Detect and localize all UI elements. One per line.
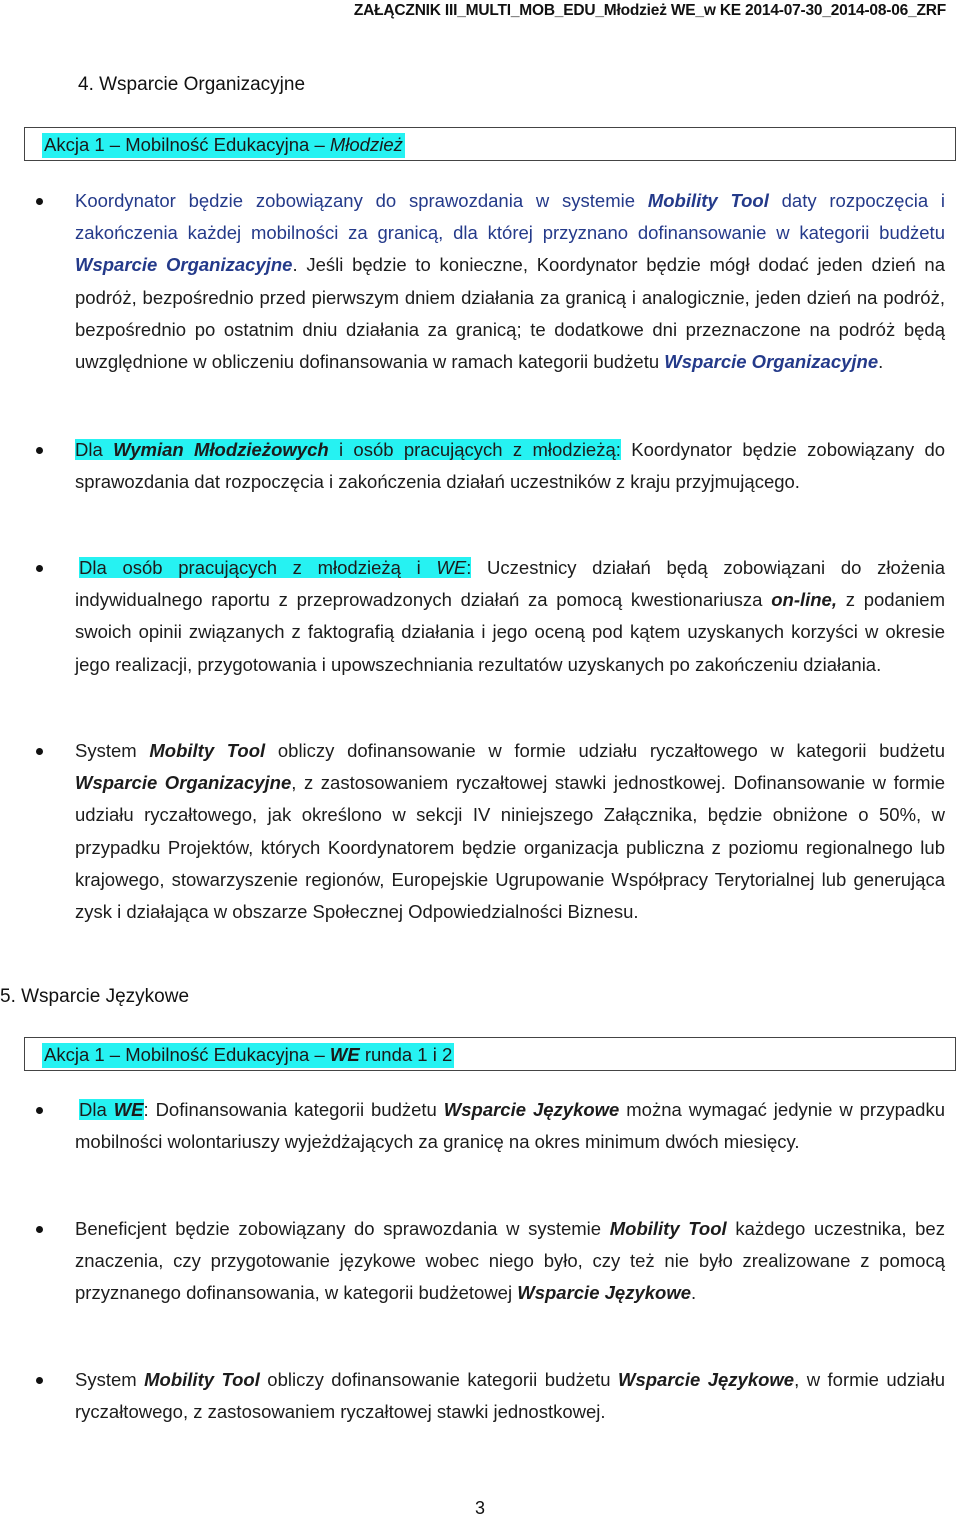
highlight-text: [79, 557, 471, 578]
bullet-icon: [36, 1377, 43, 1384]
text-run: Beneficjent będzie zobowiązany do sprawozdania w systemie: [75, 1218, 610, 1239]
text-run: System: [75, 1369, 145, 1390]
text-run: System: [75, 740, 150, 761]
list-item-s5-1: [75, 1094, 945, 1158]
text-run: : Dofinansowania kategorii budżetu: [143, 1099, 444, 1120]
bullet-icon: [36, 565, 43, 572]
emphasis-text: Mobilty Tool: [149, 740, 266, 761]
emphasis-text: Wsparcie Językowe: [618, 1369, 795, 1390]
text-run: Dla osób pracujących z młodzieżą i: [79, 557, 437, 578]
text-run: Koordynator będzie zobowiązany do sprawozdania dat rozpoczęcia i zakończenia działań uczestników z kraju przyjmującego.: [75, 439, 946, 493]
emphasis-text: on-line,: [771, 589, 837, 611]
emphasis-text: Mobility Tool: [144, 1369, 260, 1390]
emphasis-text: Wsparcie Organizacyjne: [75, 772, 292, 794]
action-label-italic: WE: [329, 1044, 360, 1065]
list-item-s5-2: [75, 1213, 945, 1310]
bullet-icon: [36, 198, 43, 205]
text-run: , w formie udziału ryczałtowego, z zastosowaniem ryczałtowej stawki jednostkowej.: [75, 1369, 945, 1423]
text-run: daty rozpoczęcia i zakończenia każdej mobilności za granicą, dla której przyznano dofinansowanie w kategorii budżetu: [75, 190, 946, 244]
text-run: każdego uczestnika, bez znaczenia, czy przygotowanie językowe wobec niego było, czy też nie było zrealizowane z pomocą przyznanego dofinansowania, w kategorii budżetowej: [75, 1218, 945, 1304]
action-label-italic: Młodzież: [329, 134, 403, 155]
emphasis-text: WE: [436, 557, 467, 578]
bullet-icon: [36, 447, 43, 454]
text-run: i osób pracujących z młodzieżą:: [328, 439, 621, 460]
emphasis-text: Wsparcie Językowe: [517, 1282, 692, 1304]
emphasis-text: Wsparcie Organizacyjne: [75, 254, 293, 276]
text-run: Koordynator będzie zobowiązany do sprawozdania w systemie: [75, 190, 648, 211]
action-label-text: Akcja 1 – Mobilność Edukacyjna –: [44, 134, 330, 155]
action-label-text: Akcja 1 – Mobilność Edukacyjna –: [44, 1044, 330, 1065]
document-header: ZAŁĄCZNIK III_MULTI_MOB_EDU_Młodzież WE_w KE 2014-07-30_2014-08-06_ZRF: [353, 2, 946, 19]
text-run: .: [878, 351, 884, 373]
action-label-text: runda 1 i 2: [359, 1044, 453, 1065]
text-run: , z zastosowaniem ryczałtowej stawki jednostkowej. Dofinansowanie w formie udziału ryczałtowego, jak określono w sekcji IV niniejszego Załącznika, będzie obniżone o 50%, w przypadku Projektów, których Koordynatorem będzie organizacja publiczna z poziomu regionalnego lub krajowego, stowarzyszenie regionów, Europejskie Ugrupowanie Współpracy Terytorialnej lub generująca zysk i działająca w obszarze Społecznej Odpowiedzialności Biznesu.: [75, 772, 945, 923]
text-run: Uczestnicy działań będą zobowiązani do złożenia indywidualnego raportu z przeprowadzonych działań za pomocą kwestionariusza: [75, 557, 946, 611]
text-run: obliczy dofinansowanie kategorii budżetu: [259, 1369, 618, 1390]
bullet-icon: [36, 1107, 43, 1114]
action-box-section-4: [24, 127, 956, 161]
emphasis-text: Mobility Tool: [647, 190, 769, 211]
action-box-section-5: [24, 1037, 956, 1071]
list-item-s4-1: [75, 185, 945, 378]
text-run: .: [691, 1282, 697, 1304]
text-run: Dla: [79, 1099, 114, 1120]
bullet-icon: [36, 748, 43, 755]
list-item-s4-2: [75, 434, 945, 498]
emphasis-text: Wymian Młodzieżowych: [113, 439, 329, 460]
text-run: :: [466, 557, 472, 578]
highlight-text: [75, 439, 621, 460]
emphasis-text: WE: [113, 1099, 144, 1120]
text-run: można wymagać jedynie w przypadku mobilności wolontariuszy wyjeżdżających za granicę na okres minimum dwóch miesięcy.: [75, 1099, 945, 1153]
action-label-section-4: [42, 133, 405, 158]
emphasis-text: Wsparcie Organizacyjne: [664, 351, 879, 373]
list-item-s4-3: [75, 552, 945, 681]
action-label-section-5: [42, 1043, 454, 1068]
emphasis-text: Wsparcie Językowe: [443, 1099, 620, 1120]
highlight-text: [79, 1099, 144, 1120]
text-run: . Jeśli będzie to konieczne, Koordynator będzie mógł dodać jeden dzień na podróż, bezpośrednio przed pierwszym dniem działania za granicą i analogicznie, jeden dzień na podróż, bezpośrednio po ostatnim dniu działania za granicą; te dodatkowe dni przeznaczone na podróż będą uwzględnione w obliczeniu dofinansowania w ramach kategorii budżetu: [75, 254, 945, 373]
page-number: 3: [474, 1498, 485, 1518]
text-run: obliczy dofinansowanie w formie udziału ryczałtowego w kategorii budżetu: [265, 740, 945, 761]
section-5-title: 5. Wsparcie Językowe: [0, 986, 190, 1007]
text-run: z podaniem swoich opinii związanych z faktografią działania i jego oceną pod kątem uzyskanych korzyści w okresie jego realizacji, przygotowania i upowszechniania rezultatów uzyskanych po zakończeniu działania.: [75, 589, 945, 675]
list-item-s5-3: [75, 1364, 945, 1428]
emphasis-text: Mobility Tool: [609, 1218, 727, 1239]
text-run: Dla: [75, 439, 114, 460]
bullet-icon: [36, 1226, 43, 1233]
list-item-s4-4: [75, 735, 945, 928]
section-4-title: 4. Wsparcie Organizacyjne: [78, 74, 306, 95]
